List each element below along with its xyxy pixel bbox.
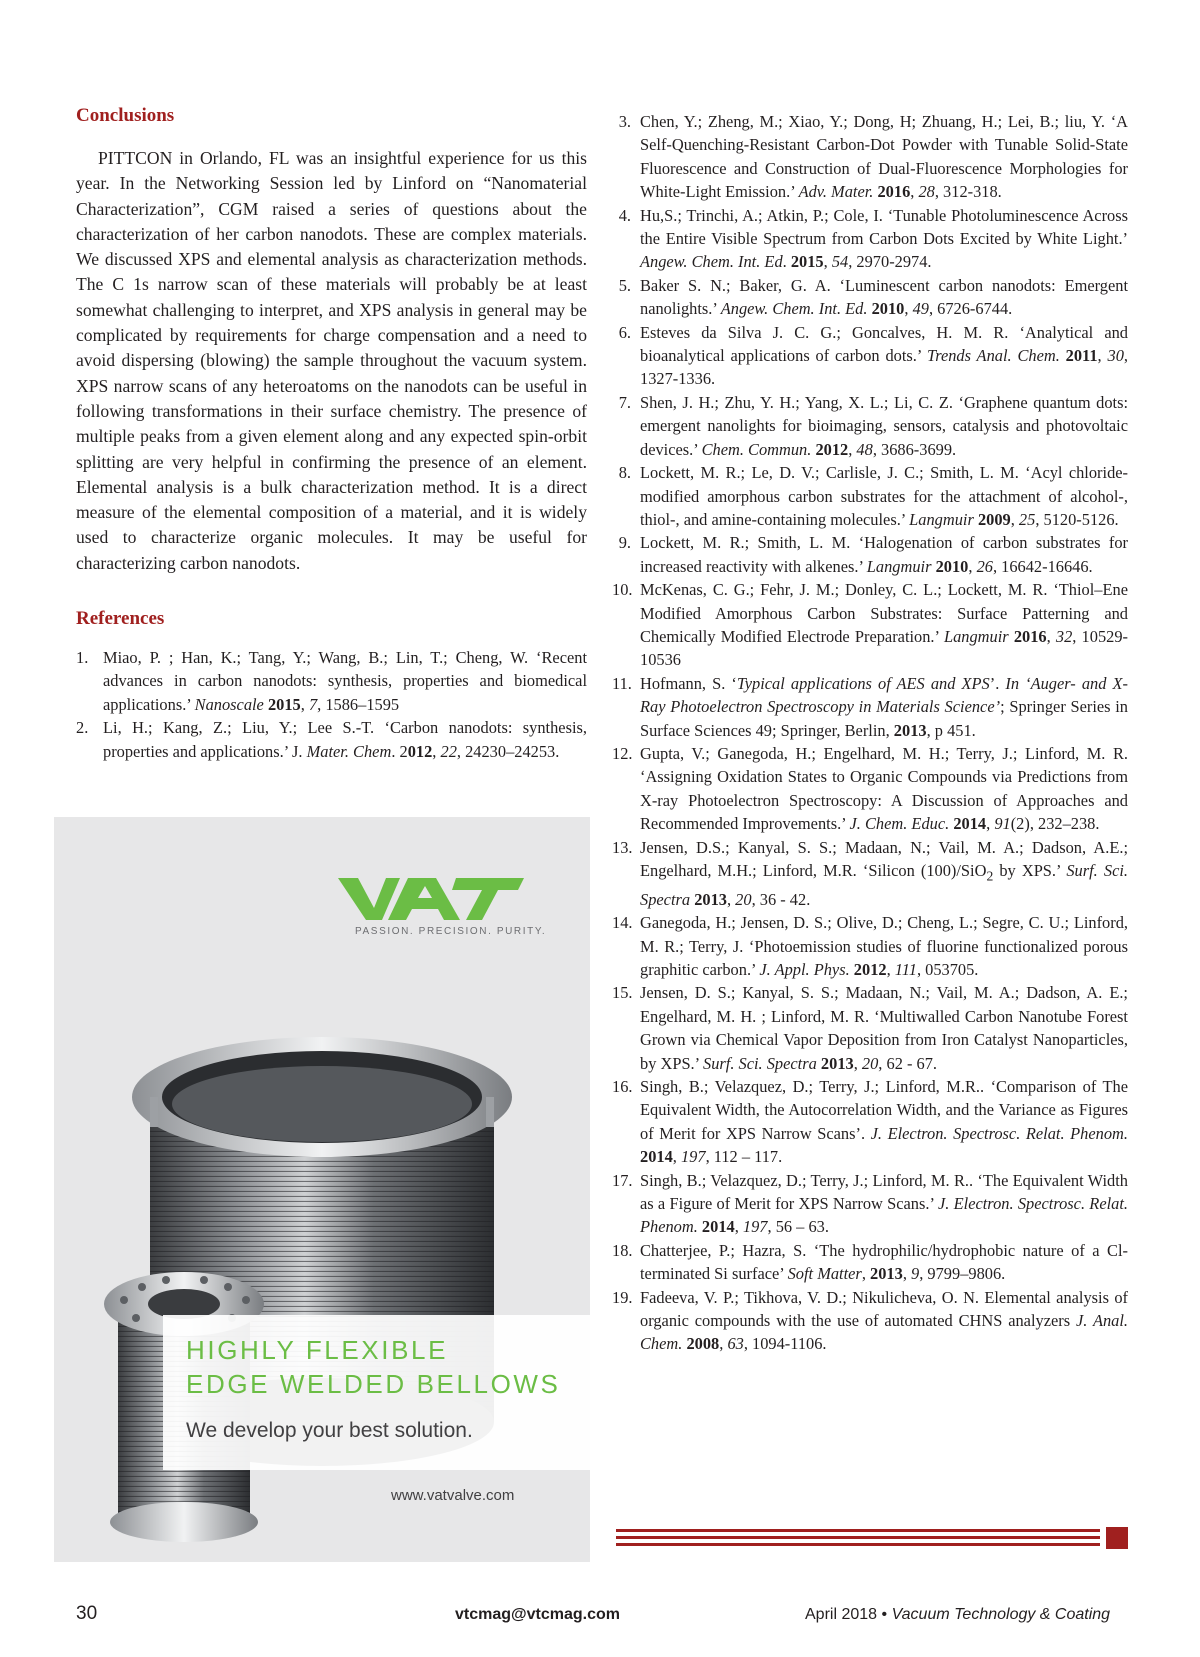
reference-text: Esteves da Silva J. C. G.; Goncalves, H. M. R. ‘Analytical and bioanalytical applications of carbon dots.’ Trends Anal. Chem. 2011, 30, 1327-1336.	[640, 322, 1128, 389]
issue-date: April 2018	[805, 1606, 878, 1623]
reference-item	[612, 1169, 1128, 1239]
reference-item	[612, 461, 1128, 531]
reference-item	[612, 391, 1128, 461]
page-number: 30	[76, 1603, 98, 1624]
reference-text: Hofmann, S. ‘Typical applications of AES and XPS’. In ‘Auger- and X-Ray Photoelectron Spectroscopy in Materials Science’; Springer Series in Surface Sciences 49; Springer, Berlin, 2013, p 451.	[640, 673, 1129, 740]
reference-number: 15.	[612, 983, 633, 1003]
reference-number: 19.	[612, 1287, 633, 1307]
references-list-right	[612, 110, 1128, 1356]
reference-text: Chatterjee, P.; Hazra, S. ‘The hydrophilic/hydrophobic nature of a Cl-terminated Si surface’ Soft Matter, 2013, 9, 9799–9806.	[640, 1240, 1128, 1284]
reference-text: Shen, J. H.; Zhu, Y. H.; Yang, X. L.; Li, C. Z. ‘Graphene quantum dots: emergent nanolights for bioimaging, sensors, catalysis and photovoltaic devices.’ Chem. Commun. 2012, 48, 3686-3699.	[640, 392, 1128, 459]
footer-separator: •	[881, 1606, 888, 1623]
right-column	[612, 110, 1128, 1356]
reference-text: Gupta, V.; Ganegoda, H.; Engelhard, M. H.; Terry, J.; Linford, M. R. ‘Assigning Oxidation States to Organic Compounds via Predictions from X-ray Photoelectron Spectroscopy: A Discussion of Approaches and Recommended Improvements.’ J. Chem. Educ. 2014, 91(2), 232–238.	[640, 743, 1128, 834]
reference-text: Li, H.; Kang, Z.; Liu, Y.; Lee S.-T. ‘Carbon nanodots: synthesis, properties and applications.’ J. Mater. Chem. 2012, 22, 24230–24253.	[103, 718, 587, 761]
reference-text: Miao, P. ; Han, K.; Tang, Y.; Wang, B.; Lin, T.; Cheng, W. ‘Recent advances in carbon nanodots: synthesis, properties and biomedical applications.’ Nanoscale 2015, 7, 1586–1595	[103, 648, 587, 714]
reference-item	[612, 1286, 1128, 1356]
reference-item	[612, 204, 1128, 274]
reference-text: Hu,S.; Trinchi, A.; Atkin, P.; Cole, I. ‘Tunable Photoluminescence Across the Entire Visible Spectrum from Carbon Dots Excited by White Light.’ Angew. Chem. Int. Ed. 2015, 54, 2970-2974.	[640, 205, 1128, 272]
reference-number: 12.	[612, 743, 633, 763]
ad-url-link[interactable]: www.vatvalve.com	[391, 1487, 515, 1504]
reference-text: Jensen, D.S.; Kanyal, S. S.; Madaan, N.; Vail, M. A.; Dadson, A.E.; Engelhard, M.H.; Linford, M.R. ‘Silicon (100)/SiO$_2$ by XPS.’ Surf. Sci. Spectra 2013, 20, 36 - 42.	[640, 837, 1128, 909]
reference-item	[76, 716, 587, 763]
reference-text: Lockett, M. R.; Le, D. V.; Carlisle, J. C.; Smith, L. M. ‘Acyl chloride-modified amorphous carbon substrates for the attachment of alcohol-, thiol-, and amine-containing molecules.’ Langmuir 2009, 25, 5120-5126.	[640, 463, 1128, 529]
reference-number: 11.	[612, 673, 632, 693]
reference-item	[612, 981, 1128, 1075]
decorative-rule	[616, 1527, 1128, 1549]
ad-headline-2: EDGE WELDED BELLOWS	[186, 1369, 561, 1399]
conclusions-body: PITTCON in Orlando, FL was an insightful experience for us this year. In the Networking Session led by Linford on “Nanomaterial Characterization”, CGM raised a series of questions about the characterization of her carbon nanodots. These are complex materials. We discussed XPS and elemental analysis as characterization methods. The C 1s narrow scan of these materials will probably be at least somewhat challenging to interpret, and XPS analysis in general may be complicated by requirements for charge compensation and a need to avoid dispersing (blowing) the sample throughout the vacuum system. XPS narrow scans of any heteroatoms on the nanodots can be useful in following transformations in their surface chemistry. The presence of multiple peaks from a given element along and any expected spin-orbit splitting are very helpful in confirming the presence of an element. Elemental analysis is a bulk characterization method. It is a direct measure of the elemental composition of a material, and it is widely used to characterize organic molecules. It may be useful for characterizing carbon nanodots.	[76, 148, 587, 573]
reference-text: Baker S. N.; Baker, G. A. ‘Luminescent carbon nanodots: Emergent nanolights.’ Angew. Chem. Int. Ed. 2010, 49, 6726-6744.	[640, 275, 1128, 319]
ad-subline: We develop your best solution.	[186, 1419, 473, 1442]
reference-number: 5.	[618, 275, 631, 295]
reference-text: Singh, B.; Velazquez, D.; Terry, J.; Linford, M. R.. ‘The Equivalent Width as a Figure of Merit for XPS Narrow Scans.’ J. Electron. Spectrosc. Relat. Phenom. 2014, 197, 56 – 63.	[640, 1170, 1128, 1237]
reference-item	[612, 531, 1128, 578]
left-column	[76, 105, 587, 763]
vat-advertisement[interactable]	[54, 817, 590, 1562]
ad-tagline: PASSION. PRECISION. PURITY.	[355, 926, 547, 937]
reference-text: Chen, Y.; Zheng, M.; Xiao, Y.; Dong, H; Zhuang, H.; Lei, B.; liu, Y. ‘A Self-Quenching-Resistant Carbon-Dot Powder with Tunable Solid-State Fluorescence and Construction of Dual-Fluorescence Morphologies for White-Light Emission.’ Adv. Mater. 2016, 28, 312-318.	[640, 112, 1128, 202]
references-heading: References	[76, 608, 165, 630]
reference-number: 13.	[612, 837, 633, 857]
reference-number: 4.	[618, 205, 631, 225]
reference-item	[612, 321, 1128, 391]
reference-item	[612, 911, 1128, 981]
reference-text: Lockett, M. R.; Smith, L. M. ‘Halogenation of carbon substrates for increased reactivity with alkenes.’ Langmuir 2010, 26, 16642-16646.	[640, 533, 1128, 576]
reference-text: Fadeeva, V. P.; Tikhova, V. D.; Nikulicheva, O. N. Elemental analysis of organic compounds with the use of automated CHNS analyzers J. Anal. Chem. 2008, 63, 1094-1106.	[640, 1287, 1129, 1354]
reference-item	[612, 578, 1128, 672]
reference-item	[612, 672, 1128, 742]
reference-item	[612, 1239, 1128, 1286]
reference-number: 8.	[618, 463, 631, 483]
reference-text: Ganegoda, H.; Jensen, D. S.; Olive, D.; Cheng, L.; Segre, C. U.; Linford, M. R.; Terry, J. ‘Photoemission studies of fluorine functionalized porous graphitic carbon.’ J. Appl. Phys. 2012, 111, 053705.	[640, 913, 1128, 979]
bellows-product-image	[54, 982, 590, 1562]
reference-number: 3.	[618, 112, 631, 131]
reference-item	[612, 274, 1128, 321]
reference-number: 1.	[76, 648, 89, 668]
footer-issue	[805, 1606, 1110, 1624]
footer-email-link[interactable]: vtcmag@vtcmag.com	[455, 1606, 620, 1623]
reference-text: McKenas, C. G.; Fehr, J. M.; Donley, C. L.; Lockett, M. R. ‘Thiol–Ene Modified Amorphous Carbon Substrates: Surface Patterning and Chemically Modified Electrode Preparation.’ Langmuir 2016, 32, 10529-10536	[640, 580, 1128, 670]
reference-item	[612, 742, 1128, 836]
reference-number: 17.	[612, 1170, 633, 1190]
references-list-left	[76, 646, 587, 763]
reference-number: 14.	[612, 913, 633, 933]
reference-number: 9.	[618, 533, 631, 553]
reference-number: 2.	[76, 718, 89, 738]
reference-item	[612, 836, 1128, 912]
reference-item	[612, 1075, 1128, 1169]
reference-item	[612, 110, 1128, 204]
reference-number: 16.	[612, 1076, 633, 1096]
reference-item	[76, 646, 587, 716]
publication-name: Vacuum Technology & Coating	[891, 1606, 1111, 1623]
conclusions-heading: Conclusions	[76, 105, 175, 126]
reference-number: 6.	[618, 322, 631, 342]
reference-text: Singh, B.; Velazquez, D.; Terry, J.; Linford, M.R.. ‘Comparison of The Equivalent Width, the Autocorrelation Width, and the Variance as Figures of Merit for XPS Narrow Scans’. J. Electron. Spectrosc. Relat. Phenom. 2014, 197, 112 – 117.	[640, 1076, 1128, 1167]
reference-text: Jensen, D. S.; Kanyal, S. S.; Madaan, N.; Vail, M. A.; Dadson, A. E.; Engelhard, M. H. ; Linford, M. R. ‘Multiwalled Carbon Nanotube Forest Grown via Chemical Vapor Deposition from Iron Catalyst Nanoparticles, by XPS.’ Surf. Sci. Spectra 2013, 20, 62 - 67.	[640, 983, 1128, 1073]
ad-headline-1: HIGHLY FLEXIBLE	[186, 1335, 449, 1365]
vat-logo-icon	[338, 874, 524, 924]
reference-number: 7.	[618, 392, 631, 412]
reference-number: 10.	[612, 580, 633, 600]
vat-logo	[338, 874, 524, 924]
reference-number: 18.	[612, 1240, 633, 1260]
